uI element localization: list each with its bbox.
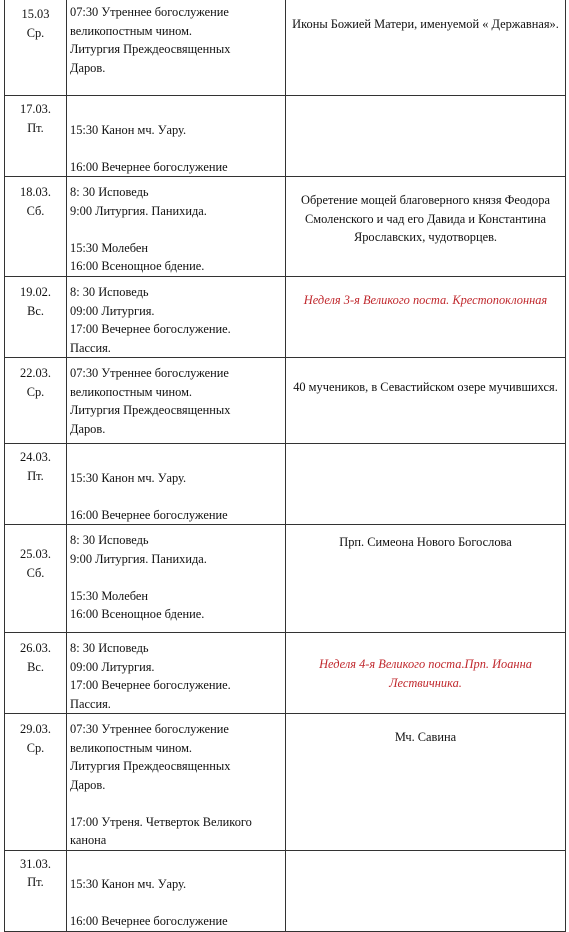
service-spacer: [70, 568, 282, 587]
date-text: 24.03.: [20, 450, 51, 464]
schedule-row: [5, 525, 566, 633]
services-cell: [67, 850, 286, 931]
feast-cell: [286, 714, 566, 851]
feast-cell: [286, 444, 566, 525]
feast-text: Обретение мощей благоверного князя Феодора Смоленского и чад его Давида и Константина Ярославских, чудотворцев.: [301, 193, 550, 244]
schedule-row: [5, 633, 566, 714]
service-line: Даров.: [70, 421, 106, 436]
date-text: 15.03: [21, 7, 50, 21]
weekday-text: Пт.: [27, 120, 44, 135]
date-text: 19.02.: [20, 285, 51, 299]
service-line: 09:00 Литургия.: [70, 659, 155, 674]
schedule-row: [5, 0, 566, 96]
schedule-row: [5, 358, 566, 444]
service-line: 15:30 Канон мч. Уару.: [70, 470, 187, 485]
weekday-text: Вс.: [27, 303, 44, 318]
feast-text: 40 мучеников, в Севастийском озере мучившихся.: [293, 380, 558, 394]
service-line: Даров.: [70, 777, 106, 792]
service-line: 16:00 Вечернее богослужение: [70, 507, 228, 522]
service-spacer: [70, 857, 282, 876]
service-line: Литургия Преждеосвященных: [70, 403, 231, 417]
service-line: 17:00 Вечернее богослужение.: [70, 322, 231, 336]
weekday-text: Вс.: [27, 659, 44, 674]
service-line: 8: 30 Исповедь: [70, 285, 149, 299]
date-text: 31.03.: [20, 856, 51, 871]
feast-cell: [286, 358, 566, 444]
weekday-text: Пт.: [27, 468, 44, 483]
service-line: 16:00 Всенощное бдение.: [70, 607, 205, 621]
date-cell: [5, 96, 67, 177]
service-line: 15:30 Молебен: [70, 240, 149, 255]
weekday-text: Ср.: [26, 25, 45, 40]
schedule-row: [5, 714, 566, 851]
date-text: 18.03.: [20, 185, 51, 199]
services-cell: [67, 633, 286, 714]
service-line: канона: [70, 833, 107, 847]
feast-cell: [286, 277, 566, 358]
schedule-row: [5, 177, 566, 277]
service-line: 09:00 Литургия.: [70, 303, 155, 318]
feast-text: Иконы Божией Матери, именуемой « Державная».: [292, 17, 559, 31]
service-line: 9:00 Литургия. Панихида.: [70, 551, 207, 566]
date-cell: [5, 0, 67, 96]
service-line: великопостным чином.: [70, 384, 193, 399]
services-cell: [67, 96, 286, 177]
feast-cell: [286, 633, 566, 714]
services-cell: [67, 0, 286, 96]
schedule-body: [5, 0, 566, 931]
service-line: Пассия.: [70, 340, 111, 355]
feast-text: Мч. Савина: [394, 730, 457, 744]
service-line: 9:00 Литургия. Панихида.: [70, 203, 207, 218]
service-line: 15:30 Канон мч. Уару.: [70, 877, 187, 891]
sunday-feast-text: Неделя 3-я Великого поста. Крестопоклонная: [303, 293, 548, 307]
service-line: 8: 30 Исповедь: [70, 185, 149, 199]
service-line: 15:30 Молебен: [70, 588, 149, 603]
service-line: 17:00 Вечернее богослужение.: [70, 678, 231, 692]
weekday-text: Ср.: [26, 384, 45, 399]
service-line: 15:30 Канон мч. Уару.: [70, 122, 187, 137]
weekday-text: Сб.: [26, 565, 45, 580]
service-line: великопостным чином.: [70, 740, 193, 755]
weekday-text: Сб.: [26, 203, 45, 218]
service-line: Пассия.: [70, 696, 111, 711]
schedule-row: [5, 444, 566, 525]
service-line: 16:00 Вечернее богослужение: [70, 914, 228, 928]
service-spacer: [70, 139, 282, 158]
service-line: 07:30 Утреннее богослужение: [70, 722, 229, 736]
date-cell: [5, 850, 67, 931]
date-text: 29.03.: [20, 722, 51, 736]
service-spacer: [70, 450, 282, 469]
feast-cell: [286, 177, 566, 277]
service-line: 8: 30 Исповедь: [70, 533, 149, 547]
date-text: 22.03.: [20, 366, 51, 380]
services-cell: [67, 358, 286, 444]
date-cell: [5, 714, 67, 851]
service-line: Литургия Преждеосвященных: [70, 42, 231, 56]
date-cell: [5, 444, 67, 525]
service-spacer: [70, 894, 282, 913]
service-line: Литургия Преждеосвященных: [70, 759, 231, 773]
date-text: 17.03.: [20, 102, 51, 116]
feast-cell: [286, 96, 566, 177]
schedule-row: [5, 277, 566, 358]
date-cell: [5, 277, 67, 358]
date-cell: [5, 525, 67, 633]
schedule-table: [4, 0, 566, 932]
service-line: 07:30 Утреннее богослужение: [70, 366, 229, 380]
feast-cell: [286, 525, 566, 633]
service-line: 17:00 Утреня. Четверток Великого: [70, 814, 252, 829]
service-spacer: [70, 102, 282, 121]
date-text: 26.03.: [20, 641, 51, 655]
date-cell: [5, 358, 67, 444]
service-spacer: [70, 794, 282, 813]
feast-cell: [286, 0, 566, 96]
services-cell: [67, 177, 286, 277]
services-cell: [67, 714, 286, 851]
service-line: 16:00 Всенощное бдение.: [70, 259, 205, 273]
service-line: Даров.: [70, 60, 106, 75]
schedule-row: [5, 850, 566, 931]
services-cell: [67, 525, 286, 633]
sunday-feast-text: Неделя 4-я Великого поста.Прп. Иоанна Лествичника.: [319, 657, 532, 690]
service-line: великопостным чином.: [70, 23, 193, 38]
feast-cell: [286, 850, 566, 931]
services-cell: [67, 277, 286, 358]
date-cell: [5, 633, 67, 714]
schedule-row: [5, 96, 566, 177]
feast-text: Прп. Симеона Нового Богослова: [339, 535, 512, 549]
service-line: 07:30 Утреннее богослужение: [70, 5, 229, 19]
service-spacer: [70, 220, 282, 239]
service-spacer: [70, 487, 282, 506]
service-line: 8: 30 Исповедь: [70, 641, 149, 655]
services-cell: [67, 444, 286, 525]
weekday-text: Ср.: [26, 740, 45, 755]
weekday-text: Пт.: [27, 875, 44, 889]
service-line: 16:00 Вечернее богослужение: [70, 159, 228, 174]
date-text: 25.03.: [20, 547, 51, 561]
date-cell: [5, 177, 67, 277]
